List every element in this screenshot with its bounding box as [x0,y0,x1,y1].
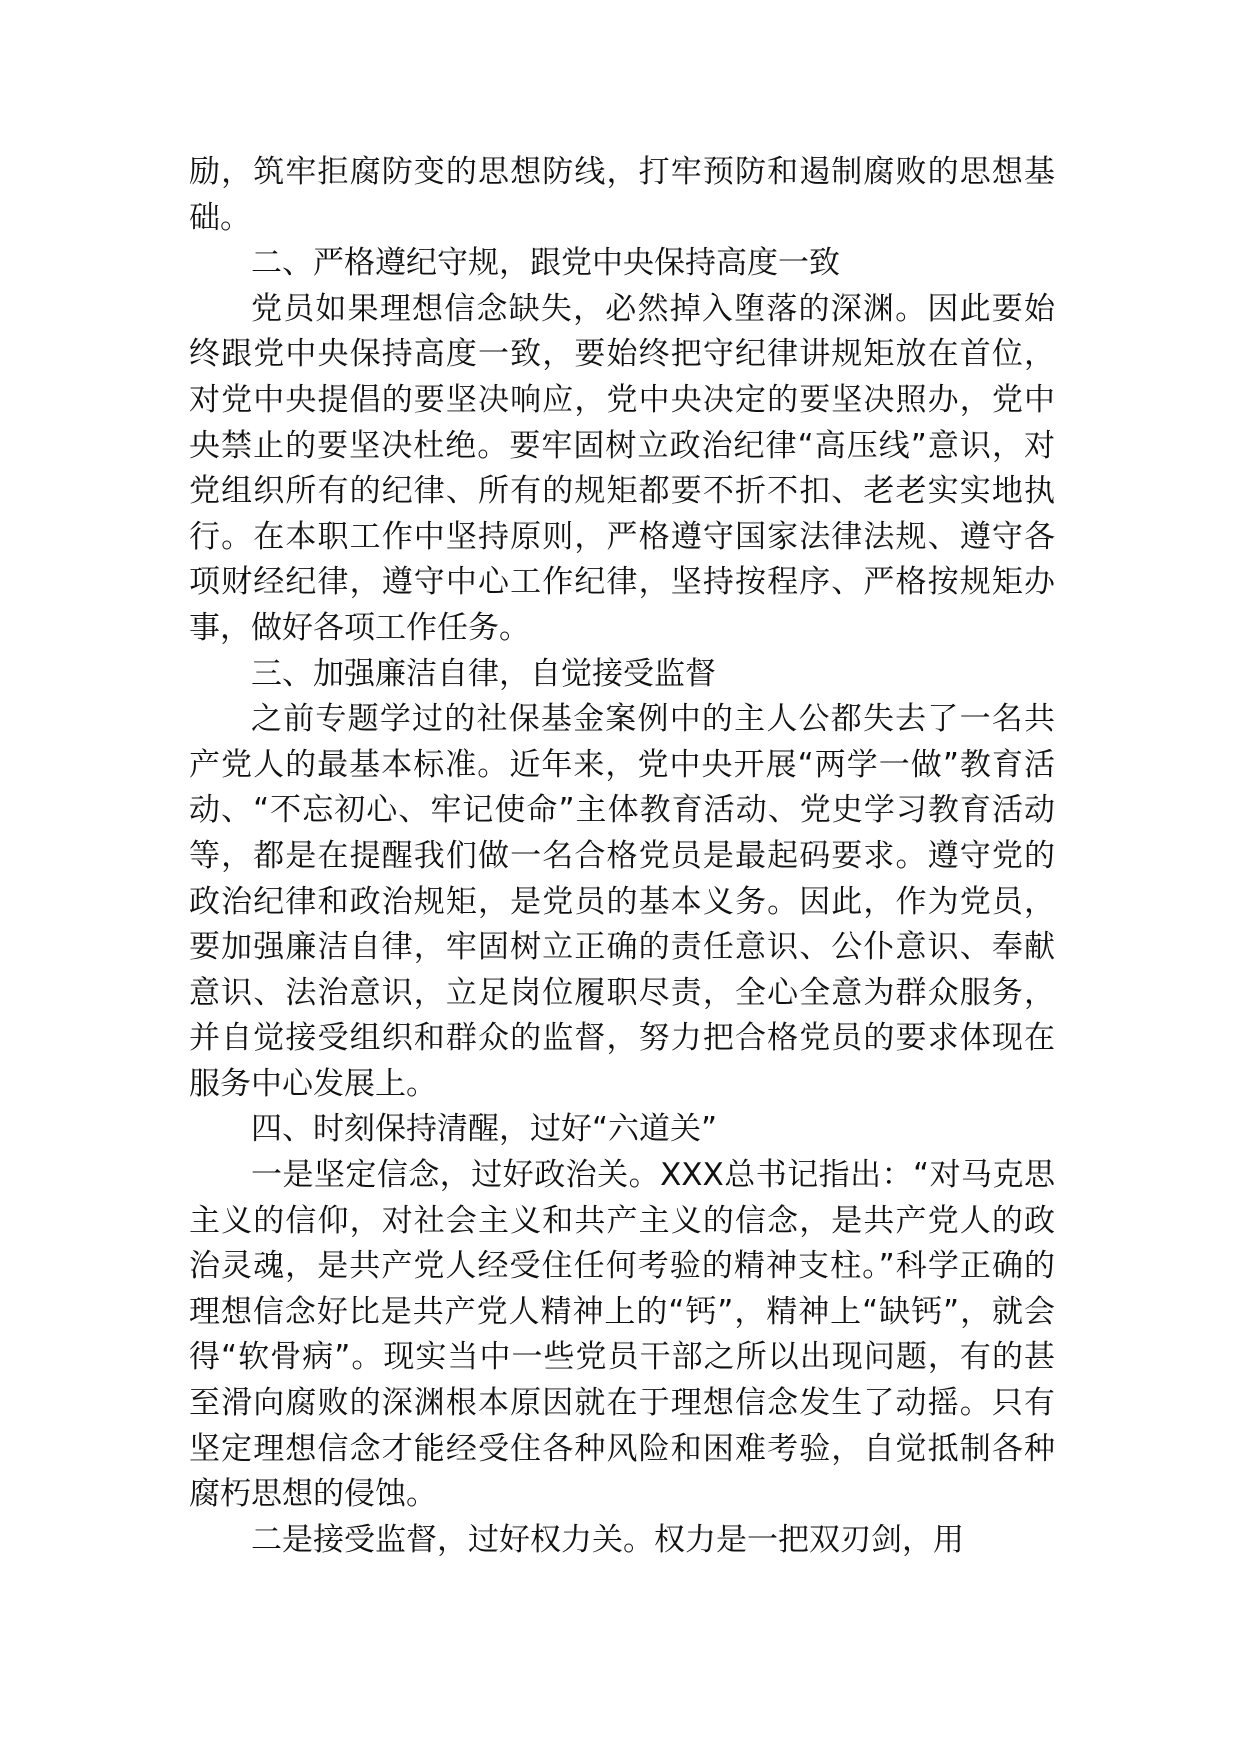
document-page [189,150,1055,1563]
paragraph-integrity: 之前专题学过的社保基金案例中的主人公都失去了一名共产党人的最基本标准。近年来，党中央开展“两学一做”教育活动、“不忘初心、牢记使命”主体教育活动、党史学习教育活动等，都是在提醒我们做一名合格党员是最起码要求。遵守党的政治纪律和政治规矩，是党员的基本义务。因此，作为党员，要加强廉洁自律，牢固树立正确的责任意识、公仆意识、奉献意识、法治意识，立足岗位履职尽责，全心全意为群众服务，并自觉接受组织和群众的监督，努力把合格党员的要求体现在服务中心发展上。 [189,701,1055,1102]
paragraph-discipline: 党员如果理想信念缺失，必然掉入堕落的深渊。因此要始终跟党中央保持高度一致，要始终把守纪律讲规矩放在首位，对党中央提倡的要坚决响应，党中央决定的要坚决照办，党中央禁止的要坚决杜绝。要牢固树立政治纪律“高压线”意识，对党组织所有的纪律、所有的规矩都要不折不扣、老老实实地执行。在本职工作中坚持原则，严格遵守国家法律法规、遵守各项财经纪律，遵守中心工作纪律，坚持按程序、严格按规矩办事，做好各项工作任务。 [189,290,1055,646]
paragraph-power-pass: 二是接受监督，过好权力关。权力是一把双刃剑，用 [251,1521,964,1558]
paragraph-continuation: 励，筑牢拒腐防变的思想防线，打牢预防和遏制腐败的思想基础。 [189,154,1055,236]
section-heading-4: 四、时刻保持清醒，过好“六道关” [251,1111,718,1148]
section-heading-3: 三、加强廉洁自律，自觉接受监督 [251,655,716,692]
paragraph-political-pass: 一是坚定信念，过好政治关。XXX总书记指出：“对马克思主义的信仰，对社会主义和共产主义的信念，是共产党人的政治灵魂，是共产党人经受住任何考验的精神支柱。”科学正确的理想信念好比是共产党人精神上的“钙”，精神上“缺钙”，就会得“软骨病”。现实当中一些党员干部之所以出现问题，有的甚至滑向腐败的深渊根本原因就在于理想信念发生了动摇。只有坚定理想信念才能经受住各种风险和困难考验，自觉抵制各种腐朽思想的侵蚀。 [189,1157,1055,1513]
section-heading-2: 二、严格遵纪守规，跟党中央保持高度一致 [251,245,840,282]
